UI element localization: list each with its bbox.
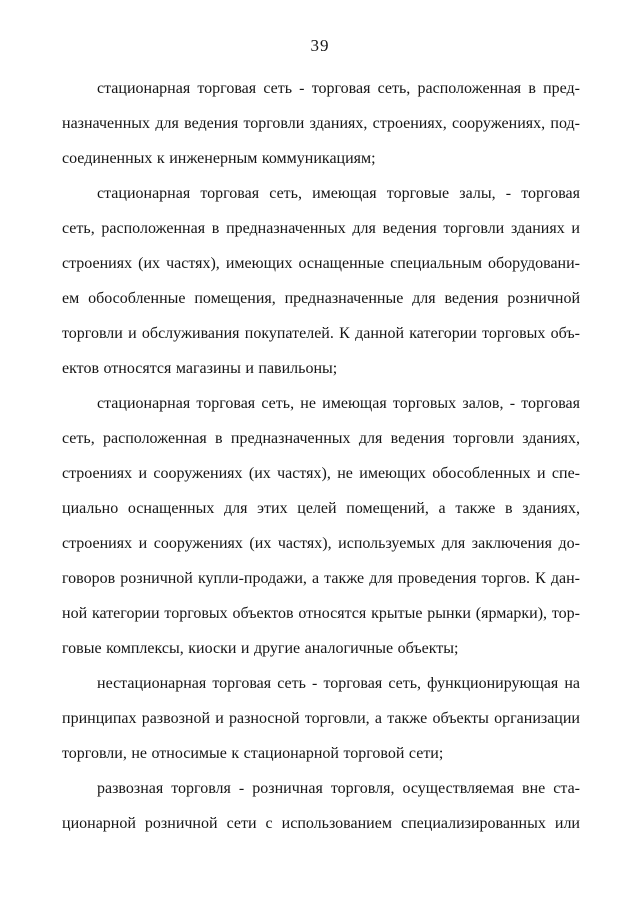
text-line: ем обособленные помещения, предназначенные для ведения розничной	[62, 290, 580, 307]
text-line: назначенных для ведения торговли зданиях, строениях, сооружениях, под-	[62, 115, 580, 132]
text-line: сеть, расположенная в предназначенных для ведения торговли зданиях,	[62, 430, 580, 447]
text-line: сеть, расположенная в предназначенных для ведения торговли зданиях и	[62, 220, 580, 237]
text-line: принципах развозной и разносной торговли, а также объекты организации	[62, 710, 580, 727]
paragraph	[62, 71, 580, 176]
text-line: ной категории торговых объектов относятся крытые рынки (ярмарки), тор-	[62, 605, 580, 622]
text-line: торговли и обслуживания покупателей. К данной категории торговых объ-	[62, 325, 580, 342]
text-line: строениях и сооружениях (их частях), не имеющих обособленных и спе-	[62, 465, 580, 482]
paragraph	[62, 176, 580, 386]
text-line: строениях и сооружениях (их частях), используемых для заключения до-	[62, 535, 580, 552]
text-line: циально оснащенных для этих целей помещений, а также в зданиях,	[62, 500, 580, 517]
text-line: стационарная торговая сеть - торговая сеть, расположенная в пред-	[97, 80, 580, 97]
text-line: соединенных к инженерным коммуникациям;	[62, 150, 376, 167]
text-line: говые комплексы, киоски и другие аналогичные объекты;	[62, 640, 459, 657]
text-line: нестационарная торговая сеть - торговая сеть, функционирующая на	[97, 675, 580, 692]
text-line: говоров розничной купли-продажи, а также для проведения торгов. К дан-	[62, 570, 580, 587]
text-line: ектов относятся магазины и павильоны;	[62, 360, 338, 377]
text-line: стационарная торговая сеть, имеющая торговые залы, - торговая	[97, 185, 580, 202]
paragraph	[62, 666, 580, 771]
text-line: развозная торговля - розничная торговля, осуществляемая вне ста-	[97, 780, 580, 797]
text-line: ционарной розничной сети с использованием специализированных или	[62, 815, 580, 832]
page-number: 39	[310, 36, 330, 55]
paragraph	[62, 386, 580, 666]
paragraph	[62, 771, 580, 841]
page-content	[62, 71, 580, 841]
text-line: стационарная торговая сеть, не имеющая торговых залов, - торговая	[97, 395, 580, 412]
text-line: строениях (их частях), имеющих оснащенные специальным оборудовани-	[62, 255, 580, 272]
text-line: торговли, не относимые к стационарной торговой сети;	[62, 745, 444, 762]
